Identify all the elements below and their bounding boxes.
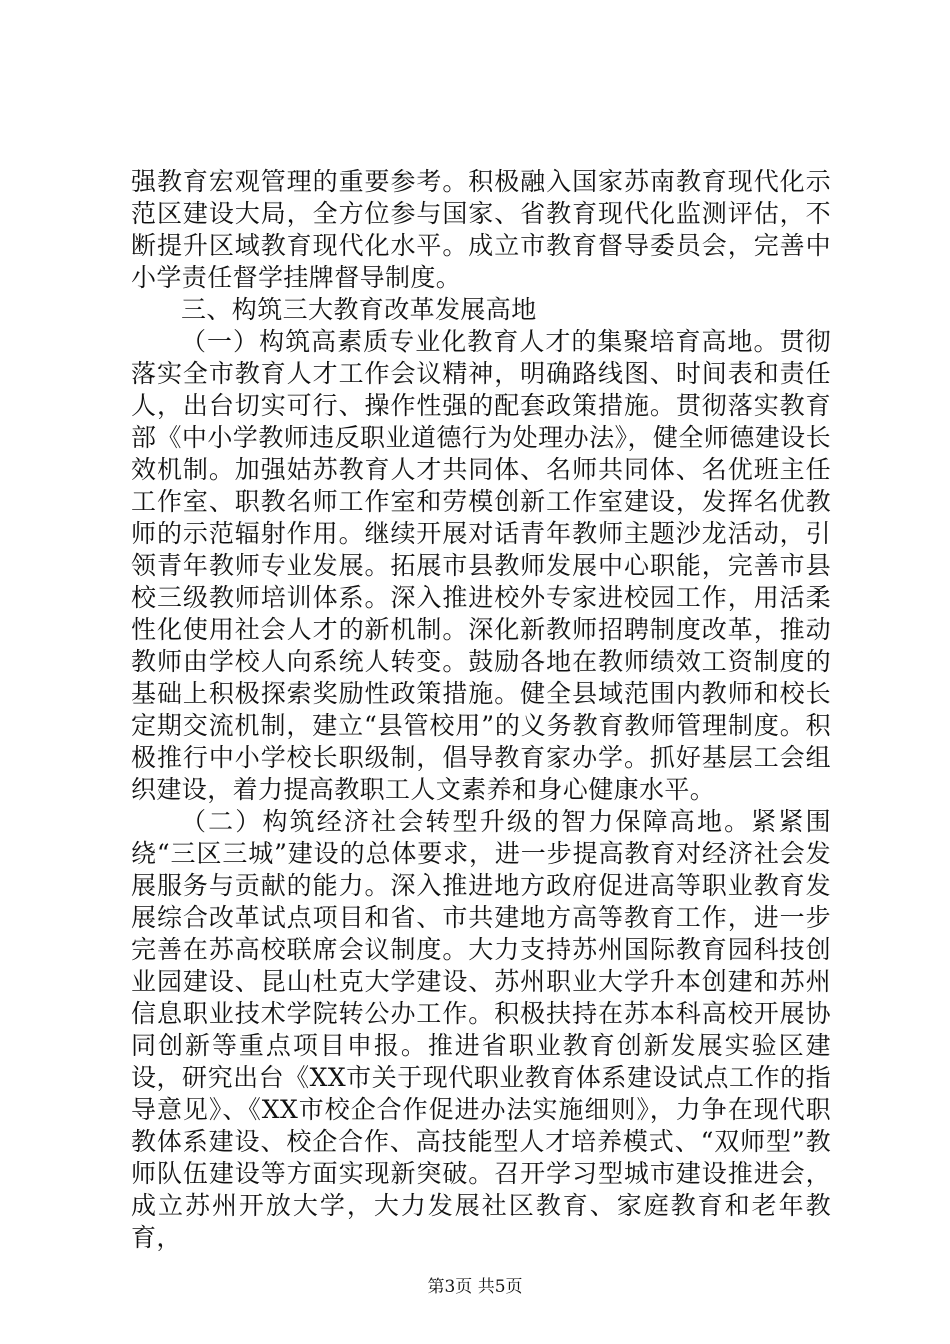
page-footer: 第3页 共5页	[427, 1277, 523, 1297]
paragraph-intellectual-highland: （二）构筑经济社会转型升级的智力保障高地。紧紧围绕“三区三城”建设的总体要求，进一步提高教育对经济社会发展服务与贡献的能力。深入推进地方政府促进高等职业教育发展综合改革试点项目和省、市共建地方高等教育工作，进一步完善在苏高校联席会议制度。大力支持苏州国际教育园科技创业园建设、昆山杜克大学建设、苏州职业大学升本创建和苏州信息职业技术学院转公办工作。积极扶持在苏本科高校开展协同创新等重点项目申报。推进省职业教育创新发展实验区建设，研究出台《XX市关于现代职业教育体系建设试点工作的指导意见》、《XX市校企合作促进办法实施细则》，力争在现代职教体系建设、校企合作、高技能型人才培养模式、“双师型”教师队伍建设等方面实现新突破。召开学习型城市建设推进会，成立苏州开放大学，大力发展社区教育、家庭教育和老年教育，	[131, 807, 831, 1252]
body-text	[131, 166, 831, 1254]
paragraph-continuation: 强教育宏观管理的重要参考。积极融入国家苏南教育现代化示范区建设大局，全方位参与国家、省教育现代化监测评估，不断提升区域教育现代化水平。成立市教育督导委员会，完善中小学责任督学挂牌督导制度。	[131, 167, 831, 292]
section-heading: 三、构筑三大教育改革发展高地	[181, 295, 537, 324]
paragraph-talent-highland: （一）构筑高素质专业化教育人才的集聚培育高地。贯彻落实全市教育人才工作会议精神，明确路线图、时间表和责任人，出台切实可行、操作性强的配套政策措施。贯彻落实教育部《中小学教师违反职业道德行为处理办法》，健全师德建设长效机制。加强姑苏教育人才共同体、名师共同体、名优班主任工作室、职教名师工作室和劳模创新工作室建设，发挥名优教师的示范辐射作用。继续开展对话青年教师主题沙龙活动，引领青年教师专业发展。拓展市县教师发展中心职能，完善市县校三级教师培训体系。深入推进校外专家进校园工作，用活柔性化使用社会人才的新机制。深化新教师招聘制度改革，推动教师由学校人向系统人转变。鼓励各地在教师绩效工资制度的基础上积极探索奖励性政策措施。健全县域范围内教师和校长定期交流机制，建立“县管校用”的义务教育教师管理制度。积极推行中小学校长职级制，倡导教育家办学。抓好基层工会组织建设，着力提高教职工人文素养和身心健康水平。	[131, 327, 831, 804]
